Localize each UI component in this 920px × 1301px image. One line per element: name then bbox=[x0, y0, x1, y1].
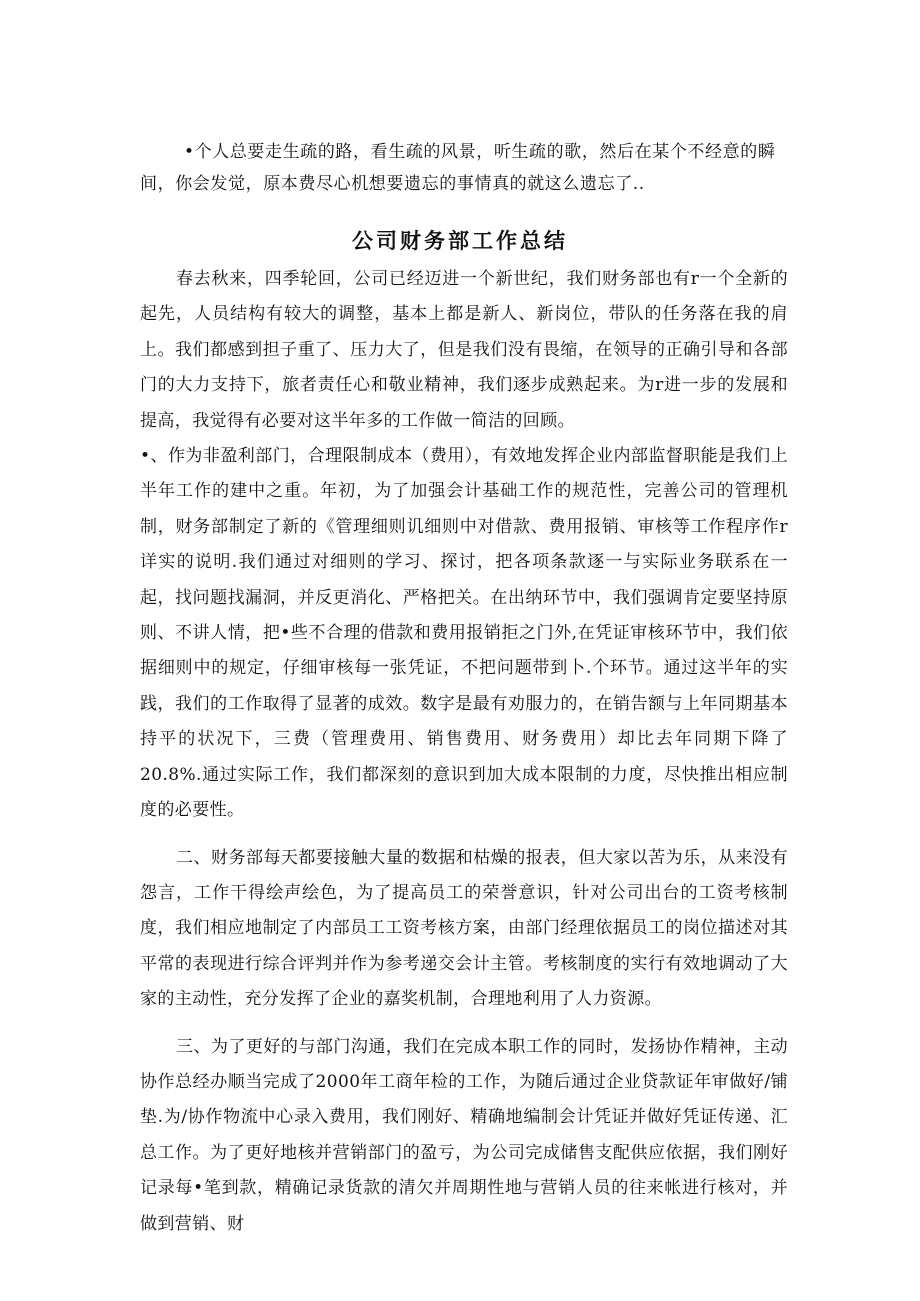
paragraph-section-3: 三、为了更好的与部门沟通，我们在完成本职工作的同时，发扬协作精神，主动协作总经办顺当完成了2000年工商年检的工作，为随后通过企业贷款证年审做好/铺垫.为/协作物流中心录入费用，我们刚好、精确地编制会计凭证并做好凭证传递、汇总工作。为了更好地核并营销部门的盈亏，为公司完成储售支配供应依据，我们刚好记录每•笔到款，精确记录货款的清欠并周期性地与营销人员的往来帐进行核对，并做到营销、财 bbox=[140, 1036, 788, 1234]
document-body bbox=[140, 262, 788, 1242]
paragraph-section-1: •、作为非盈利部门，合理限制成本（费用），有效地发挥企业内部监督职能是我们上半年工作的建中之重。年初，为了加强会计基础工作的规范性，完善公司的管理机制，财务部制定了新的《管理细则讥细则中对借款、费用报销、审核等工作程序作r详实的说明.我们通过对细则的学习、探讨，把各项条款逐一与实际业务联系在一起，找问题找漏洞，并反更消化、严格把关。在出纳环节中，我们强调肯定要坚持原则、不讲人情，把•些不合理的借款和费用报销拒之门外,在凭证审核环节中，我们依据细则中的规定，仔细审核每一张凭证，不把问题带到卜.个环节。通过这半年的实践，我们的工作取得了显著的成效。数字是最有劝服力的，在销告额与上年同期基本持平的状况下，三费（管理费用、销售费用、财务费用）却比去年同期下降了20.8%.通过实际工作，我们都深刻的意识到加大成本限制的力度，尽快推出相应制度的必要性。 bbox=[140, 446, 788, 821]
page-title: 公司财务部工作总结 bbox=[352, 228, 568, 253]
epigraph-text: •个人总要走生疏的路，看生疏的风景，听生疏的歌，然后在某个不经意的瞬间，你会发觉，原本费尽心机想要遗忘的事情真的就这么遗忘了.. bbox=[140, 142, 776, 194]
paragraph-section-2: 二、财务部每天都要接触大量的数据和枯燥的报表，但大家以苦为乐，从来没有怨言，工作干得绘声绘色，为了提高员工的荣誉意识，针对公司出台的工资考核制度，我们相应地制定了内部员工工资考核方案，由部门经理依据员工的岗位描述对其平常的表现进行综合评判并作为参考递交会计主管。考核制度的实行有效地调动了大家的主动性，充分发挥了企业的嘉奖机制，合理地利用了人力资源。 bbox=[140, 847, 788, 1010]
paragraph-intro: 春去秋来，四季轮回，公司已经迈进一个新世纪，我们财务部也有r一个全新的起先，人员结构有较大的调整，基本上都是新人、新岗位，带队的任务落在我的肩上。我们都感到担子重了、压力大了，但是我们没有畏缩，在领导的正确引导和各部门的大力支持下，旅者责任心和敬业精神，我们逐步成熟起来。为r进一步的发展和提高，我觉得有必要对这半年多的工作做一简洁的回顾。 bbox=[140, 269, 788, 431]
